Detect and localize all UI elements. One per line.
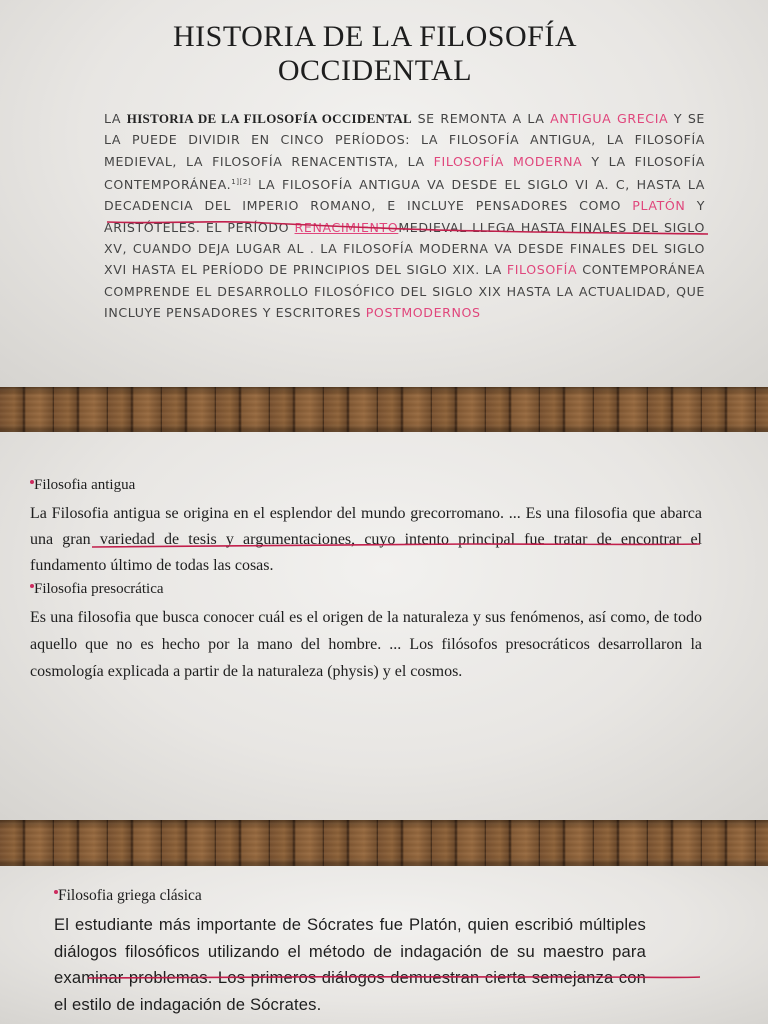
slide-title	[120, 20, 630, 88]
citation-ref[interactable]: 1][2]	[231, 177, 252, 186]
intro-text: Y SE LA PUEDE DIVIDIR EN CINCO PERÍODOS: LA FILOSOFÍA ANTIGUA, LA FILOSOFÍA MEDIEVAL, LA FILOSOFÍA RENACENTISTA, LA	[104, 111, 705, 169]
title-line-1: HISTORIA DE LA FILOSOFÍA	[173, 20, 577, 53]
wood-floor-divider	[0, 387, 768, 432]
intro-text: MEDIEVAL LLEGA HASTA FINALES DEL SIGLO XV, CUANDO DEJA LUGAR AL . LA FILOSOFÍA MODERNA VA DESDE FINALES DEL SIGLO XVI HASTA EL PERÍODO DE PRINCIPIOS DEL SIGLO XIX. LA	[104, 219, 705, 278]
wood-floor-divider	[0, 820, 768, 866]
intro-paragraph	[104, 108, 705, 323]
heading-filosofia-presocratica	[30, 581, 164, 598]
link-filosofia[interactable]: FILOSOFÍA	[506, 262, 578, 278]
paragraph-filosofia-antigua: La Filosofia antigua se origina en el esplendor del mundo grecorromano. ... Es una filosofia que abarca una gran variedad de tesis y argumentaciones, cuyo intento principal fue tratar de encontrar el fundamento último de todas las cosas.	[30, 505, 702, 574]
paragraph-filosofia-griega-clasica: El estudiante más importante de Sócrates fue Platón, quien escribió múltiples diálogos filosóficos utilizando el método de indagación de su maestro para examinar problemas. Los primeros diálogos demuestran cierta semejanza con el estilo de indagación de Sócrates.	[54, 915, 646, 1014]
intro-text: LA	[104, 111, 127, 126]
paragraph-filosofia-presocratica: Es una filosofia que busca conocer cuál es el origen de la naturaleza y sus fenómenos, así como, de todo aquello que no es hecho por la mano del hombre. ... Los filósofos presocráticos desarrollaron la cosmología explicada a partir de la naturaleza (physis) y el cosmos.	[30, 609, 702, 680]
link-renacimiento[interactable]: RENACIMIENTO	[294, 219, 399, 235]
heading-text: Filosofia antigua	[34, 477, 136, 493]
title-line-2: OCCIDENTAL	[277, 54, 473, 87]
heading-filosofia-antigua	[30, 477, 135, 494]
link-platon[interactable]: PLATÓN	[632, 198, 686, 214]
heading-filosofia-griega-clasica	[54, 887, 202, 905]
link-antigua-grecia[interactable]: ANTIGUA GRECIA	[550, 111, 669, 126]
intro-text: SE REMONTA A LA	[411, 111, 551, 126]
intro-text: Y LA FILOSOFÍA CONTEMPORÁNEA.	[104, 153, 705, 193]
link-filosofia-moderna[interactable]: FILOSOFÍA MODERNA	[433, 153, 583, 169]
intro-text: CONTEMPORÁNEA COMPRENDE EL DESARROLLO FILOSÓFICO DEL SIGLO XIX HASTA LA ACTUALIDAD, QUE INCLUYE PENSADORES Y ESCRITORES	[104, 262, 706, 320]
intro-text: Y ARISTÓTELES. EL PERÍODO	[104, 198, 705, 235]
heading-text: Filosofia presocrática	[34, 581, 164, 597]
intro-bold-term: HISTORIA DE LA FILOSOFÍA OCCIDENTAL	[126, 111, 412, 126]
slide-1	[0, 0, 768, 387]
heading-text: Filosofia griega clásica	[58, 887, 202, 904]
link-postmodernos[interactable]: POSTMODERNOS	[365, 304, 481, 320]
intro-text: LA FILOSOFÍA ANTIGUA VA DESDE EL SIGLO VI A. C, HASTA LA DECADENCIA DEL IMPERIO ROMANO, E INCLUYE PENSADORES COMO	[104, 177, 705, 214]
